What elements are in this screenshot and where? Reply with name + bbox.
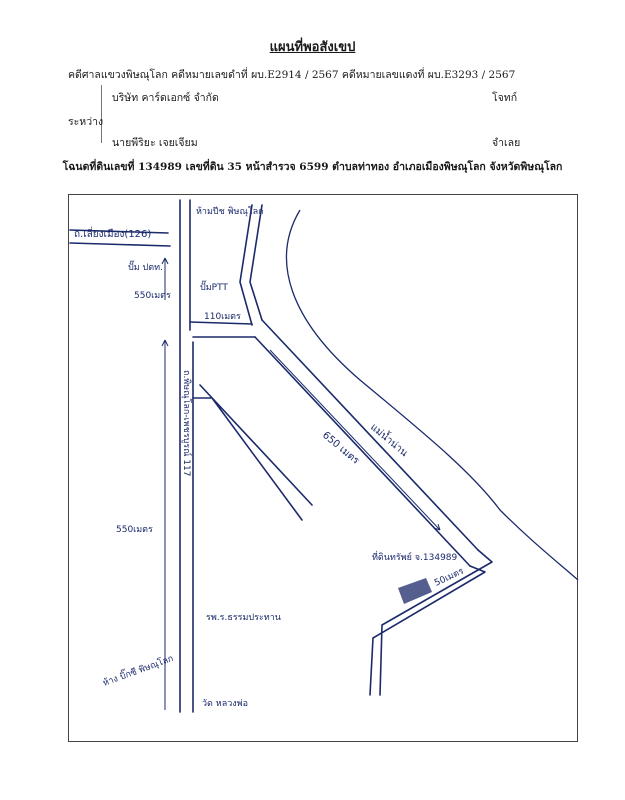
plaintiff-name: บริษัท คาร์ดเอกซ์ จำกัด — [112, 92, 219, 104]
plaintiff-role: โจทก์ — [492, 92, 518, 104]
label-gas-station-ptt: ปั๊มPTT — [200, 283, 228, 293]
case-number-line: คดีศาลแขวงพิษณุโลก คดีหมายเลขดำที่ ผบ.E2914 / 2567 คดีหมายเลขแดงที่ ผบ.E3293 / 2567 — [68, 69, 516, 81]
connector-road — [190, 322, 255, 337]
inner-diagonal-road — [193, 385, 312, 520]
label-highway: ถ.พิษณุโลก-เพชรบูรณ์ 117 — [181, 370, 191, 477]
label-distance-50: 50เมตร — [433, 566, 466, 589]
label-distance-650: 650 เมตร — [320, 429, 361, 467]
label-bypass-road: ถ.เลี่ยงเมือง(126) — [74, 229, 152, 240]
between-label: ระหว่าง — [68, 116, 104, 128]
label-distance-550-top: 550เมตร — [134, 291, 171, 301]
label-distance-550-left: 550เมตร — [116, 525, 153, 535]
defendant-role: จำเลย — [492, 137, 521, 149]
deed-line: โฉนดที่ดินเลขที่ 134989 เลขที่ดิน 35 หน้าสำรวจ 6599 ตำบลท่าทอง อำเภอเมืองพิษณุโลก จังหวัดพิษณุโลก — [62, 161, 563, 173]
upper-side-road — [240, 205, 262, 325]
lower-road — [370, 550, 492, 695]
distance-arrow-650 — [270, 350, 440, 530]
label-gas-station-left: ปั๊ม ปตท. — [128, 263, 163, 273]
riverside-road — [255, 320, 478, 566]
defendant-name: นายพีริยะ เจยเจียม — [112, 137, 198, 149]
label-distance-110: 110เมตร — [204, 312, 241, 322]
map-title: แผนที่พอสังเขป — [269, 40, 356, 55]
distance-arrow-left — [162, 340, 168, 710]
label-land-plot: ที่ดินทรัพย์ จ.134989 — [372, 553, 458, 563]
label-lower-left-place: ห้าง บิ๊กซี พิษณุโลก — [101, 653, 175, 689]
label-top-place: ห้ามปีช พิษณุโลก — [196, 207, 264, 217]
river-bank — [287, 210, 579, 580]
label-bottom-place: วัด หลวงพ่อ — [202, 699, 248, 709]
label-river: แม่น้ำน่าน — [368, 421, 410, 460]
label-hospital: รพ.ร.ธรรมประทาน — [206, 613, 281, 623]
